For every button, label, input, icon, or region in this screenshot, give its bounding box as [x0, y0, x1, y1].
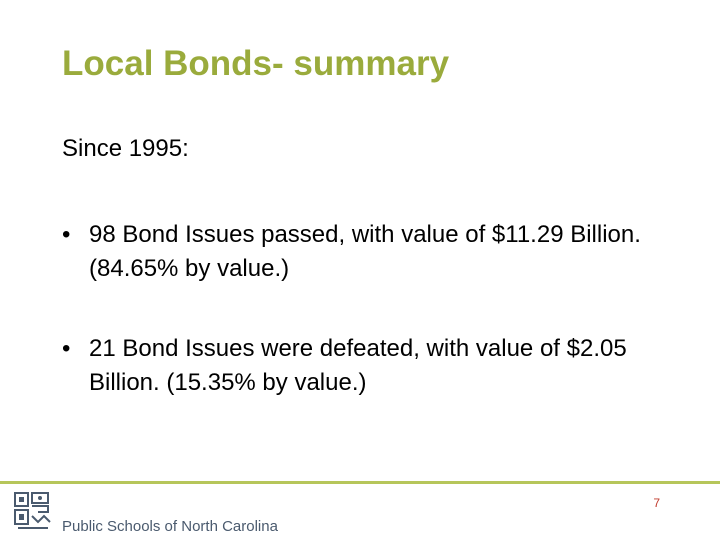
intro-text: Since 1995: — [62, 135, 189, 162]
page-number: 7 — [653, 496, 660, 510]
footer-divider — [0, 481, 720, 484]
bullet-marker: • — [62, 335, 71, 362]
bullet-text: 98 Bond Issues passed, with value of $11.29 Billion. (84.65% by value.) — [89, 221, 641, 282]
slide-title: Local Bonds- summary — [62, 44, 450, 83]
state-seal-logo-icon — [12, 490, 58, 539]
bullet-item — [62, 218, 682, 286]
bullet-list — [62, 218, 682, 400]
org-name: Public Schools of North Carolina — [62, 518, 278, 535]
bullet-text: 21 Bond Issues were defeated, with value of $2.05 Billion. (15.35% by value.) — [89, 335, 627, 396]
bullet-item — [62, 332, 682, 400]
bullet-marker: • — [62, 221, 71, 248]
